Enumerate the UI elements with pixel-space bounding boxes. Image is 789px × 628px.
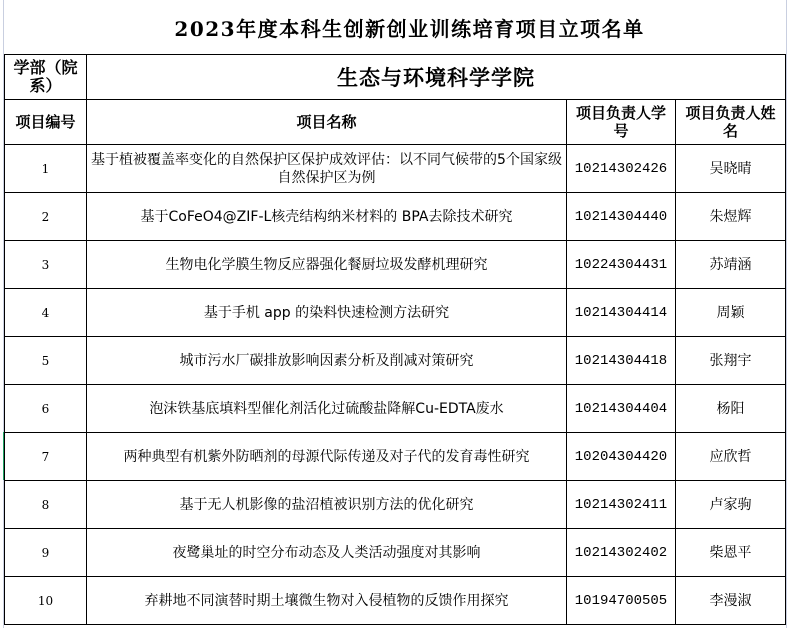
project-no-cell[interactable]: 2 xyxy=(5,193,87,241)
project-no-cell[interactable]: 7 xyxy=(5,433,87,481)
table-row xyxy=(5,385,786,433)
table-row xyxy=(5,145,786,193)
project-name-cell[interactable]: 基于手机 app 的染料快速检测方法研究 xyxy=(87,289,567,337)
leader-name-cell[interactable]: 李漫淑 xyxy=(676,577,786,625)
leader-name-cell[interactable]: 朱煜辉 xyxy=(676,193,786,241)
right-gridline xyxy=(786,0,787,628)
project-name-cell[interactable]: 城市污水厂碳排放影响因素分析及削减对策研究 xyxy=(87,337,567,385)
table-row xyxy=(5,481,786,529)
project-no-cell[interactable]: 1 xyxy=(5,145,87,193)
student-id-cell[interactable]: 10194700505 xyxy=(567,577,676,625)
table-row xyxy=(5,241,786,289)
spreadsheet xyxy=(4,0,785,625)
table-row xyxy=(5,529,786,577)
project-name-cell[interactable]: 夜鹭巢址的时空分布动态及人类活动强度对其影响 xyxy=(87,529,567,577)
project-no-cell[interactable]: 8 xyxy=(5,481,87,529)
leader-name-cell[interactable]: 杨阳 xyxy=(676,385,786,433)
leader-name-cell[interactable]: 张翔宇 xyxy=(676,337,786,385)
department-label-cell[interactable]: 学部（院系） xyxy=(5,55,87,100)
table-row xyxy=(5,289,786,337)
leader-name-cell[interactable]: 柴恩平 xyxy=(676,529,786,577)
student-id-cell[interactable]: 10214304418 xyxy=(567,337,676,385)
student-id-cell[interactable]: 10214302411 xyxy=(567,481,676,529)
student-id-cell[interactable]: 10224304431 xyxy=(567,241,676,289)
student-id-cell[interactable]: 10214302402 xyxy=(567,529,676,577)
department-row xyxy=(5,55,786,100)
student-id-cell[interactable]: 10214304404 xyxy=(567,385,676,433)
leader-name-cell[interactable]: 吴晓晴 xyxy=(676,145,786,193)
project-name-cell[interactable]: 弃耕地不同演替时期土壤微生物对入侵植物的反馈作用探究 xyxy=(87,577,567,625)
project-no-cell[interactable]: 5 xyxy=(5,337,87,385)
leader-name-cell[interactable]: 周颖 xyxy=(676,289,786,337)
project-no-cell[interactable]: 6 xyxy=(5,385,87,433)
project-no-cell[interactable]: 10 xyxy=(5,577,87,625)
project-table xyxy=(4,54,786,625)
header-leader-student-id[interactable]: 项目负责人学号 xyxy=(567,100,676,145)
student-id-cell[interactable]: 10204304420 xyxy=(567,433,676,481)
leader-name-cell[interactable]: 苏靖涵 xyxy=(676,241,786,289)
project-no-cell[interactable]: 4 xyxy=(5,289,87,337)
table-row xyxy=(5,337,786,385)
project-name-cell[interactable]: 基于CoFeO4@ZIF-L核壳结构纳米材料的 BPA去除技术研究 xyxy=(87,193,567,241)
project-name-cell[interactable]: 生物电化学膜生物反应器强化餐厨垃圾发酵机理研究 xyxy=(87,241,567,289)
table-row xyxy=(5,433,786,481)
sheet-title: 2023年度本科生创新创业训练培育项目立项名单 xyxy=(174,16,645,41)
project-name-cell[interactable]: 基于无人机影像的盐沼植被识别方法的优化研究 xyxy=(87,481,567,529)
department-value-cell[interactable]: 生态与环境科学学院 xyxy=(87,55,786,100)
leader-name-cell[interactable]: 卢家驹 xyxy=(676,481,786,529)
header-project-name[interactable]: 项目名称 xyxy=(87,100,567,145)
project-name-cell[interactable]: 泡沫铁基底填料型催化剂活化过硫酸盐降解Cu-EDTA废水 xyxy=(87,385,567,433)
project-no-cell[interactable]: 3 xyxy=(5,241,87,289)
project-name-cell[interactable]: 两种典型有机紫外防晒剂的母源代际传递及对子代的发育毒性研究 xyxy=(87,433,567,481)
header-row xyxy=(5,100,786,145)
student-id-cell[interactable]: 10214304440 xyxy=(567,193,676,241)
table-row xyxy=(5,577,786,625)
header-project-no[interactable]: 项目编号 xyxy=(5,100,87,145)
project-no-cell[interactable]: 9 xyxy=(5,529,87,577)
student-id-cell[interactable]: 10214304414 xyxy=(567,289,676,337)
leader-name-cell[interactable]: 应欣哲 xyxy=(676,433,786,481)
table-row xyxy=(5,193,786,241)
project-name-cell[interactable]: 基于植被覆盖率变化的自然保护区保护成效评估：以不同气候带的5个国家级自然保护区为例 xyxy=(87,145,567,193)
student-id-cell[interactable]: 10214302426 xyxy=(567,145,676,193)
header-leader-name[interactable]: 项目负责人姓名 xyxy=(676,100,786,145)
